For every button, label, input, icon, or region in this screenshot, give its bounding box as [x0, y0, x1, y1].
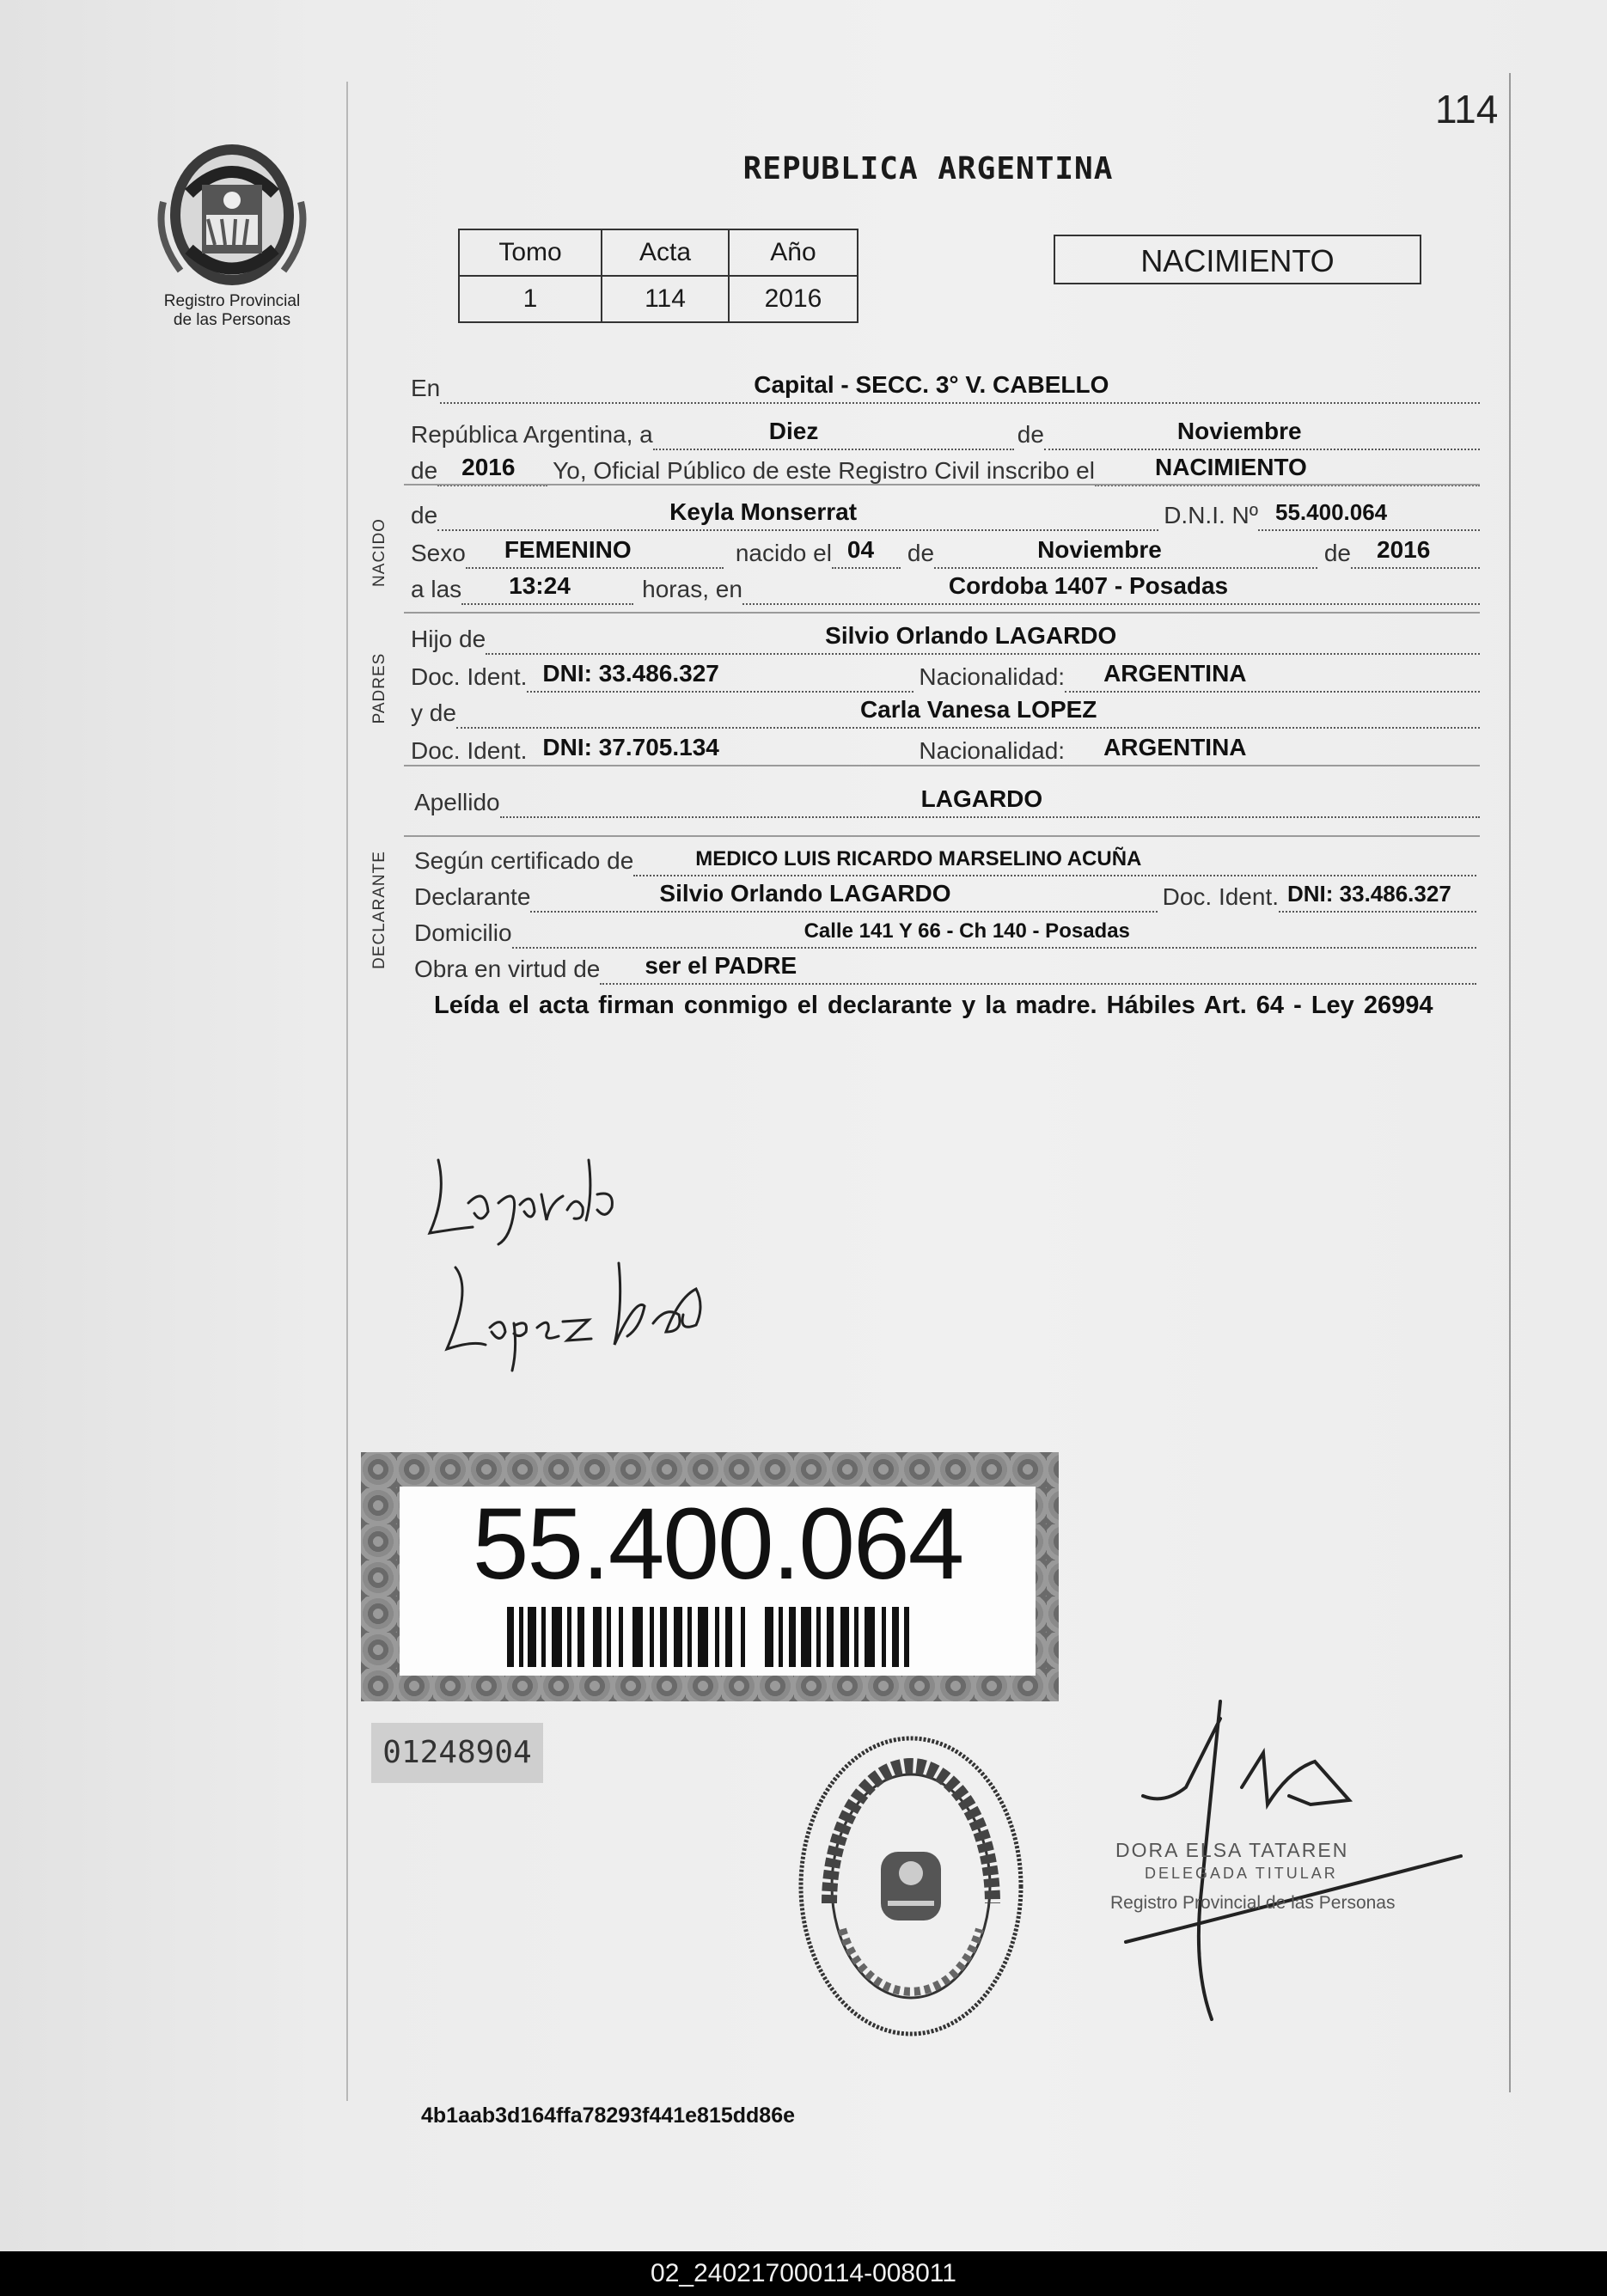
country-title: REPUBLICA ARGENTINA: [742, 151, 1114, 186]
section-separator-4: [404, 835, 1480, 837]
ano-value: 2016: [729, 276, 858, 322]
father-doc-label: Doc. Ident.: [411, 663, 528, 690]
certificado-label: Según certificado de: [414, 847, 634, 874]
logo-caption-line2: de las Personas: [173, 311, 291, 329]
logo-caption-line1: Registro Provincial: [163, 292, 301, 310]
registry-value-row: [459, 276, 858, 322]
declarante-label: Declarante: [414, 883, 531, 910]
padres-side-label: PADRES: [370, 652, 388, 724]
section-separator-1: [404, 484, 1480, 485]
nacido-de-label: de: [411, 502, 438, 528]
apellido-value: LAGARDO: [920, 785, 1043, 812]
declarante-side-label: DECLARANTE: [370, 851, 388, 969]
de-label-4: de: [1323, 540, 1351, 566]
place-value: Cordoba 1407 - Posadas: [948, 572, 1229, 599]
oficial-text: Yo, Oficial Público de este Registro Civil inscribo el: [553, 457, 1095, 484]
provincia-de-misiones-logo: [155, 133, 309, 292]
mother-nat-value: ARGENTINA: [1103, 734, 1247, 760]
nacido-el-label: nacido el: [735, 540, 832, 566]
mother-name-value: Carla Vanesa LOPEZ: [859, 696, 1097, 723]
document-hash: 4b1aab3d164ffa78293f441e815dd86e: [421, 2104, 796, 2128]
obra-label: Obra en virtud de: [414, 956, 601, 982]
folio-number: 114: [1435, 87, 1499, 131]
official-name: DORA ELSA TATAREN: [1115, 1839, 1349, 1861]
sexo-label: Sexo: [411, 540, 466, 566]
apellido-label: Apellido: [414, 789, 500, 815]
republica-label: República Argentina, a: [411, 421, 653, 448]
de-label-3: de: [907, 540, 935, 566]
mother-line: [411, 694, 1480, 729]
declarante-signature: [421, 1143, 619, 1246]
fecha-line: [411, 416, 1480, 450]
nacido-name-value: Keyla Monserrat: [669, 498, 858, 525]
certificado-line: [414, 842, 1476, 876]
birth-month-value: Noviembre: [1037, 536, 1162, 563]
year-value: 2016: [461, 454, 516, 480]
serial-stamp: 01248904: [371, 1723, 543, 1783]
obra-value: ser el PADRE: [645, 952, 797, 979]
mother-doc-label: Doc. Ident.: [411, 737, 528, 764]
certificado-value: MEDICO LUIS RICARDO MARSELINO ACUÑA: [695, 847, 1142, 870]
record-type-box: NACIMIENTO: [1054, 235, 1421, 284]
official-seal-stamp: [795, 1731, 1027, 2041]
horas-label: horas, en: [642, 576, 742, 602]
father-doc-line: [411, 658, 1480, 693]
official-title: DELEGADA TITULAR: [1145, 1865, 1338, 1882]
ano-header: Año: [729, 229, 858, 276]
a-las-label: a las: [411, 576, 462, 602]
official-office: Registro Provincial de las Personas: [1110, 1893, 1396, 1913]
barcode-icon: [507, 1607, 911, 1667]
father-doc-value: DNI: 33.486.327: [542, 660, 719, 687]
tomo-header: Tomo: [459, 229, 602, 276]
dni-sticker-number: 55.400.064: [472, 1487, 963, 1601]
official-signature-block: [1091, 1684, 1487, 2028]
domicilio-line: [414, 914, 1476, 949]
mother-doc-value: DNI: 37.705.134: [542, 734, 719, 760]
acta-value: 114: [602, 276, 729, 322]
madre-signature: [421, 1246, 730, 1375]
obra-line: [414, 950, 1476, 985]
en-line: [411, 369, 1480, 404]
de-label-2: de: [411, 457, 438, 484]
month-value: Noviembre: [1176, 418, 1302, 444]
declarante-doc-label: Doc. Ident.: [1162, 883, 1279, 910]
en-value: Capital - SECC. 3° V. CABELLO: [754, 371, 1109, 398]
left-margin-line: [346, 82, 348, 2101]
en-label: En: [411, 375, 441, 401]
dni-label: D.N.I. Nº: [1164, 502, 1258, 528]
day-value: Diez: [768, 418, 819, 444]
nacido-side-label: NACIDO: [370, 518, 388, 587]
section-separator-2: [404, 612, 1480, 614]
hijo-de-label: Hijo de: [411, 626, 486, 652]
father-name-value: Silvio Orlando LAGARDO: [825, 622, 1117, 649]
section-separator-3: [404, 765, 1480, 766]
father-nat-value: ARGENTINA: [1103, 660, 1247, 687]
apellido-line: [414, 784, 1480, 818]
dni-sticker-label: [400, 1487, 1036, 1676]
inscribo-value: NACIMIENTO: [1154, 454, 1307, 480]
closing-text: Leída el acta firman conmigo el declarante y la madre. Hábiles Art. 64 - Ley 26994: [434, 992, 1433, 1019]
declarante-doc-value: DNI: 33.486.327: [1287, 881, 1451, 907]
registry-table: [458, 229, 858, 323]
birth-day-value: 04: [846, 536, 875, 563]
hora-line: [411, 571, 1480, 605]
dni-value: 55.400.064: [1275, 499, 1388, 525]
domicilio-label: Domicilio: [414, 919, 512, 946]
inscribo-line: [411, 452, 1480, 486]
footer-id-bar: 02_240217000114-008011: [0, 2251, 1607, 2296]
right-margin-line: [1509, 73, 1511, 2092]
dni-sticker: [361, 1452, 1059, 1701]
declarante-line: [414, 878, 1476, 913]
nacido-name-line: [411, 497, 1480, 531]
acta-header: Acta: [602, 229, 729, 276]
domicilio-value: Calle 141 Y 66 - Ch 140 - Posadas: [804, 919, 1130, 943]
father-line: [411, 620, 1480, 655]
logo-caption: [129, 292, 335, 330]
birth-year-value: 2016: [1377, 536, 1431, 563]
father-nat-label: Nacionalidad:: [919, 663, 1066, 690]
mother-nat-label: Nacionalidad:: [919, 737, 1066, 764]
sexo-line: [411, 534, 1480, 569]
y-de-label: y de: [411, 699, 456, 726]
sexo-value: FEMENINO: [504, 536, 632, 563]
mother-doc-line: [411, 732, 1480, 766]
time-value: 13:24: [509, 572, 571, 599]
tomo-value: 1: [459, 276, 602, 322]
de-label-1: de: [1017, 421, 1044, 448]
registry-header-row: [459, 229, 858, 276]
declarante-value: Silvio Orlando LAGARDO: [659, 880, 951, 907]
